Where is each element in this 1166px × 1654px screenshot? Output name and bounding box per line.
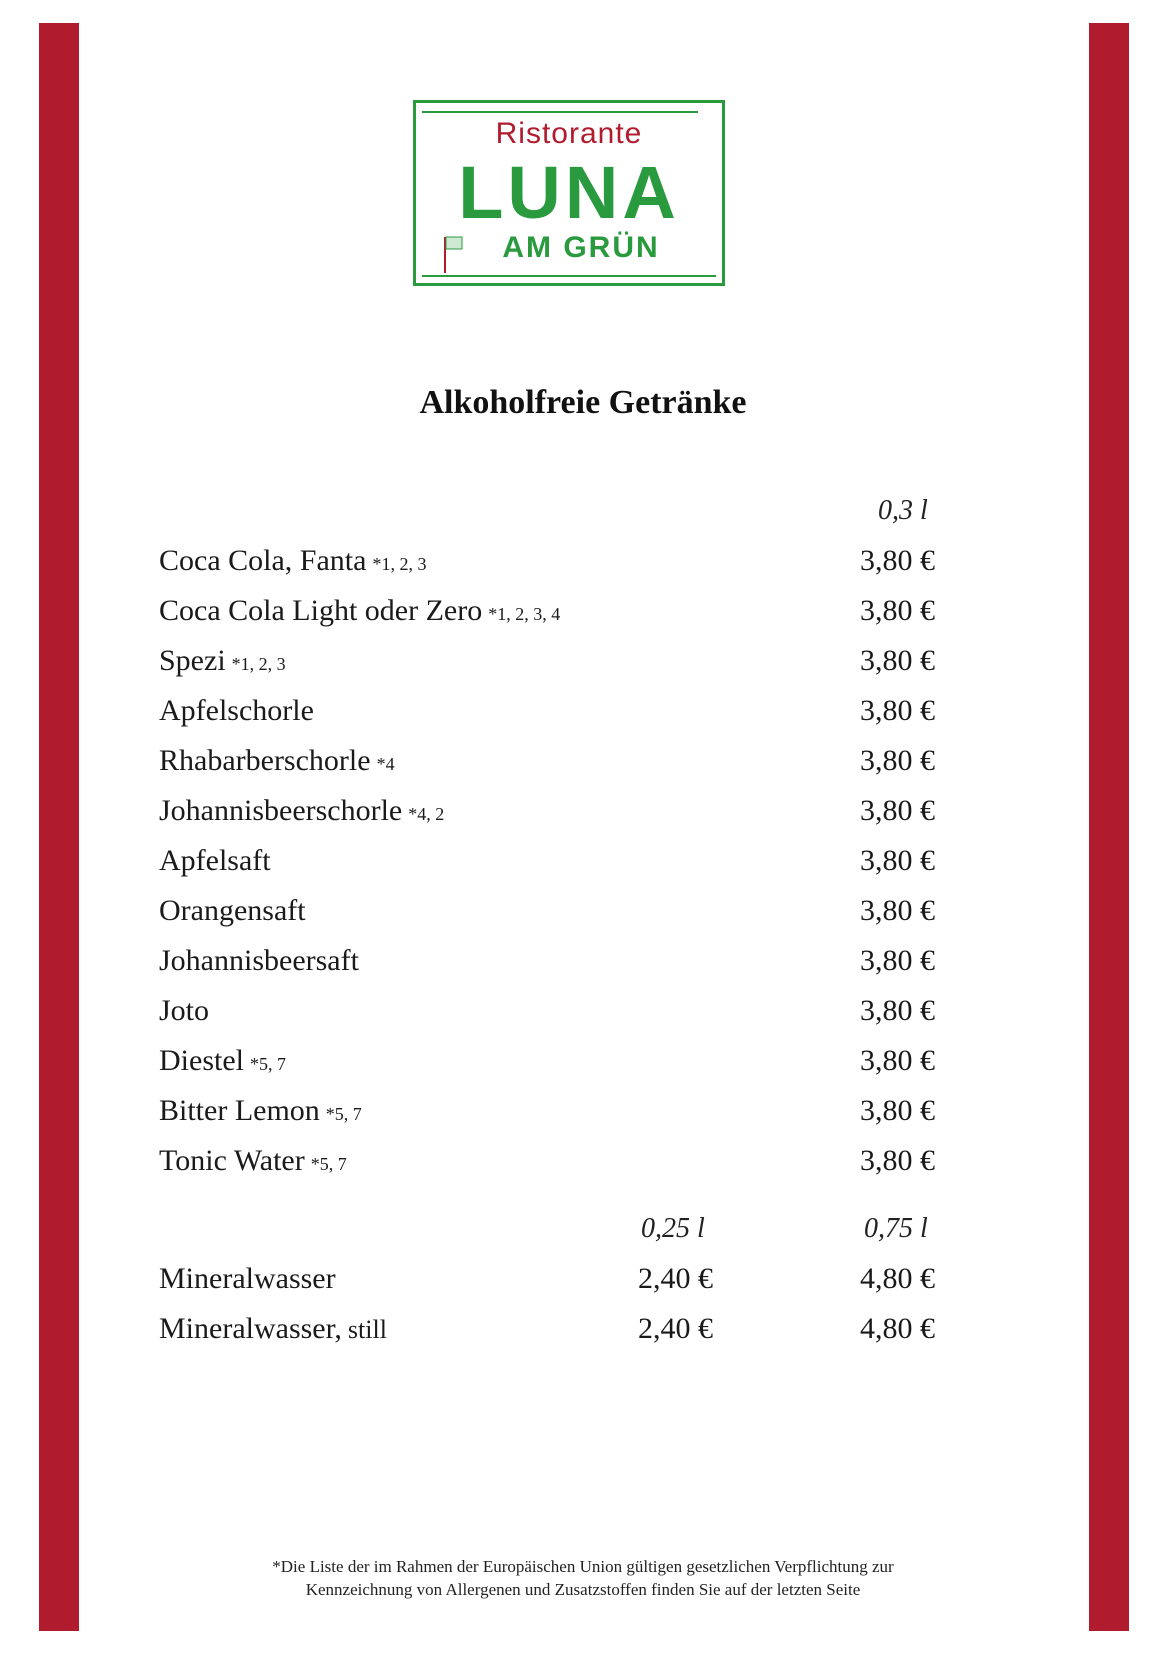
menu-item-name — [159, 594, 560, 628]
menu-item-row — [159, 744, 935, 784]
menu-item-name — [159, 1044, 286, 1078]
menu-item-label: Tonic Water — [159, 1144, 305, 1177]
water-price-075: 4,80 € — [860, 1262, 935, 1295]
menu-item-row — [159, 1044, 935, 1084]
unit-header-025: 0,25 l — [641, 1213, 705, 1244]
water-item-row — [159, 1262, 935, 1302]
menu-item-price: 3,80 € — [860, 844, 935, 877]
water-price-075: 4,80 € — [860, 1312, 935, 1345]
menu-item-price: 3,80 € — [860, 1144, 935, 1177]
page-title: Alkoholfreie Getränke — [419, 384, 747, 421]
restaurant-logo — [413, 100, 725, 286]
menu-item-label: Joto — [159, 994, 210, 1027]
water-item-name — [159, 1262, 336, 1296]
unit-header-small: 0,3 l — [878, 495, 928, 526]
menu-item-row — [159, 1144, 935, 1184]
water-price-025: 2,40 € — [638, 1312, 713, 1345]
water-item-suffix: still — [347, 1315, 387, 1344]
menu-item-row — [159, 644, 935, 684]
menu-item-name — [159, 744, 395, 778]
menu-item-name — [159, 894, 306, 928]
menu-item-allergen-note: *5, 7 — [325, 1104, 362, 1124]
menu-item-label: Rhabarberschorle — [159, 744, 371, 777]
left-border-bar — [39, 23, 79, 1631]
menu-item-name — [159, 644, 286, 678]
menu-item-label: Coca Cola Light oder Zero — [159, 594, 483, 627]
menu-item-price: 3,80 € — [860, 794, 935, 827]
menu-item-name — [159, 694, 314, 728]
menu-item-row — [159, 544, 935, 584]
menu-item-allergen-note: *4 — [376, 754, 395, 774]
menu-item-allergen-note: *1, 2, 3 — [231, 654, 286, 674]
menu-item-label: Bitter Lemon — [159, 1094, 320, 1127]
menu-item-label: Orangensaft — [159, 894, 306, 927]
menu-item-name — [159, 1094, 362, 1128]
logo-am-gruen: AM GRÜN — [502, 231, 660, 264]
menu-item-row — [159, 894, 935, 934]
menu-item-price: 3,80 € — [860, 644, 935, 677]
menu-item-row — [159, 1094, 935, 1134]
logo-ristorante: Ristorante — [495, 117, 643, 150]
logo-luna: LUNA — [458, 151, 680, 234]
footnote-line-1: *Die Liste der im Rahmen der Europäischen Union gültigen gesetzlichen Verpflichtung zur — [272, 1557, 894, 1576]
menu-item-price: 3,80 € — [860, 594, 935, 627]
footnote-line-2: Kennzeichnung von Allergenen und Zusatzstoffen finden Sie auf der letzten Seite — [305, 1580, 861, 1599]
menu-item-row — [159, 994, 935, 1034]
water-item-row — [159, 1312, 935, 1352]
menu-item-allergen-note: *4, 2 — [408, 804, 445, 824]
right-border-bar — [1089, 23, 1129, 1631]
menu-item-row — [159, 594, 935, 634]
water-price-025: 2,40 € — [638, 1262, 713, 1295]
menu-item-allergen-note: *5, 7 — [249, 1054, 286, 1074]
menu-item-row — [159, 944, 935, 984]
menu-item-label: Spezi — [159, 644, 226, 677]
menu-item-price: 3,80 € — [860, 1044, 935, 1077]
menu-item-label: Johannisbeerschorle — [159, 794, 403, 827]
water-item-name — [159, 1312, 387, 1346]
menu-item-row — [159, 844, 935, 884]
menu-item-label: Coca Cola, Fanta — [159, 544, 367, 577]
water-item-label: Mineralwasser — [159, 1262, 336, 1295]
menu-item-price: 3,80 € — [860, 944, 935, 977]
menu-item-name — [159, 844, 271, 878]
water-item-label: Mineralwasser, — [159, 1312, 342, 1345]
menu-item-allergen-note: *5, 7 — [310, 1154, 347, 1174]
menu-item-price: 3,80 € — [860, 544, 935, 577]
allergen-footnote — [0, 1555, 1166, 1601]
menu-item-label: Apfelschorle — [159, 694, 314, 727]
menu-item-price: 3,80 € — [860, 894, 935, 927]
logo-top-line — [422, 111, 698, 113]
menu-item-name — [159, 944, 359, 978]
menu-item-name — [159, 1144, 347, 1178]
menu-item-name — [159, 794, 444, 828]
unit-header-075: 0,75 l — [864, 1213, 928, 1244]
menu-item-allergen-note: *1, 2, 3 — [372, 554, 427, 574]
menu-item-price: 3,80 € — [860, 994, 935, 1027]
menu-item-price: 3,80 € — [860, 1094, 935, 1127]
menu-item-label: Diestel — [159, 1044, 244, 1077]
menu-item-allergen-note: *1, 2, 3, 4 — [488, 604, 561, 624]
menu-item-price: 3,80 € — [860, 694, 935, 727]
logo-bottom-line — [422, 275, 716, 277]
menu-item-name — [159, 544, 426, 578]
menu-item-name — [159, 994, 209, 1028]
menu-item-price: 3,80 € — [860, 744, 935, 777]
menu-item-label: Apfelsaft — [159, 844, 271, 877]
menu-item-row — [159, 794, 935, 834]
menu-item-row — [159, 694, 935, 734]
menu-item-label: Johannisbeersaft — [159, 944, 359, 977]
